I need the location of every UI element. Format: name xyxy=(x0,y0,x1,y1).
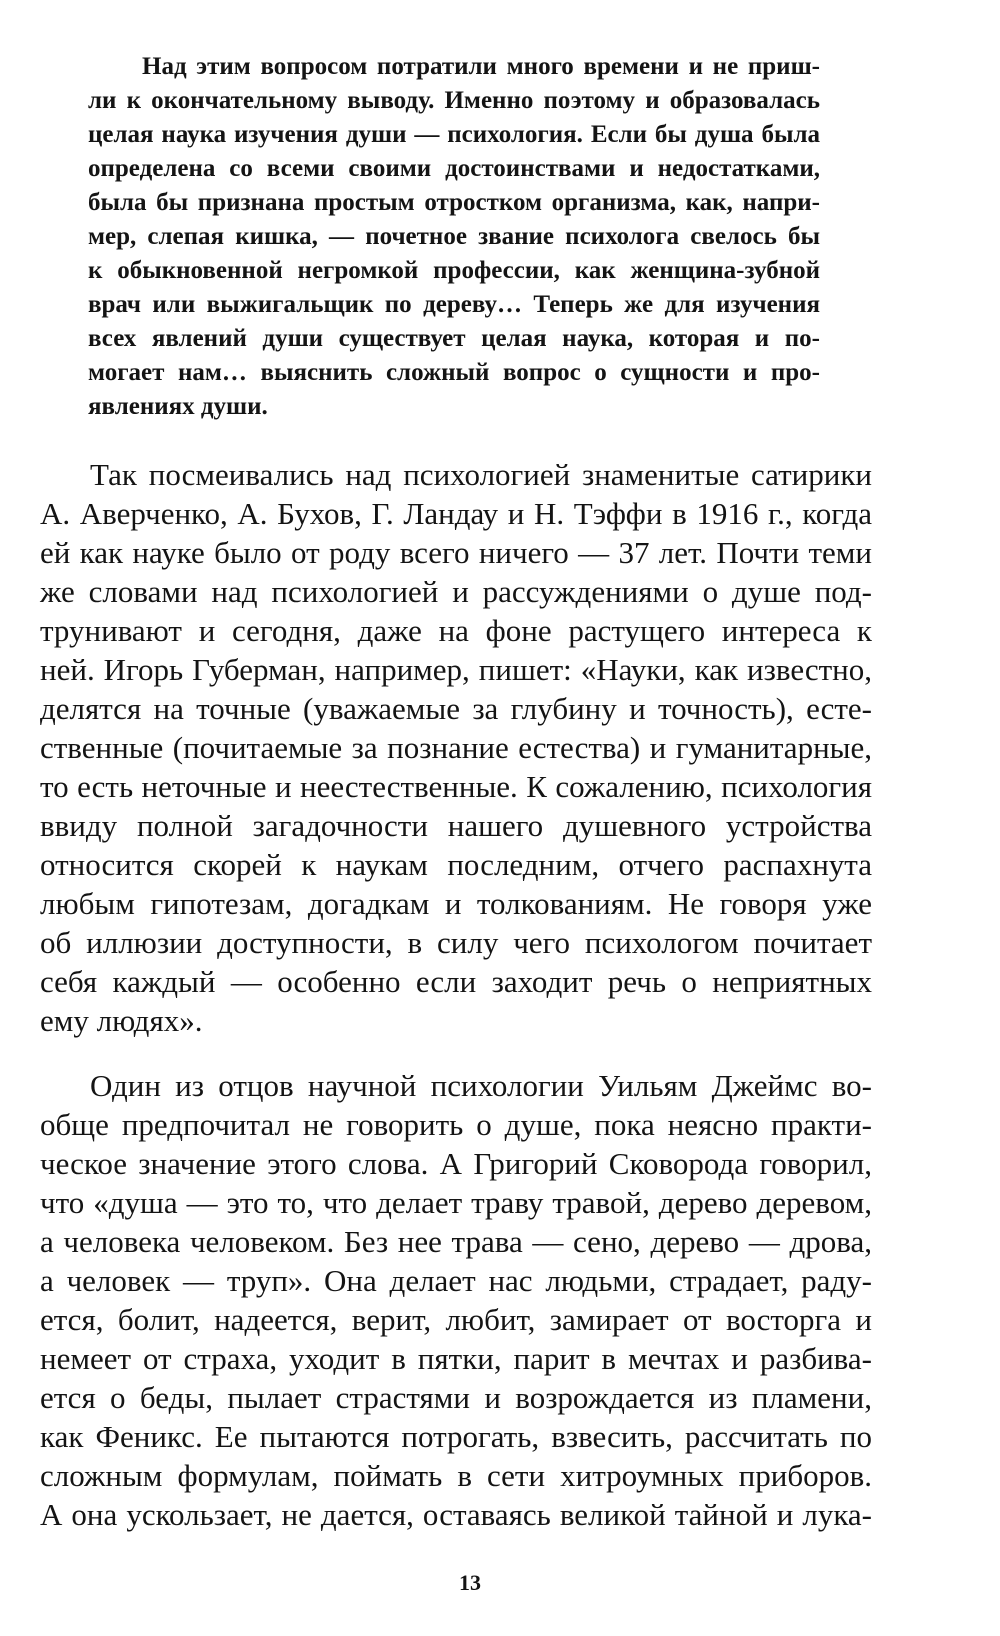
paragraph-line: что «душа — это то, что делает траву травой, дерево деревом, xyxy=(40,1185,872,1220)
quote-line: к обыкновенной негромкой профессии, как женщина-зубной xyxy=(88,257,820,284)
quote-line: целая наука изучения души — психология. Если бы душа была xyxy=(88,121,820,148)
quote-line: определена со всеми своими достоинствами и недостатками, xyxy=(88,155,820,182)
paragraph-line: ввиду полной загадочности нашего душевного устройства xyxy=(40,808,872,843)
paragraph-line: Так посмеивались над психологией знаменитые сатирики xyxy=(90,457,872,492)
paragraph-line: себя каждый — особенно если заходит речь о неприятных xyxy=(40,964,872,999)
quote-line: мер, слепая кишка, — почетное звание психолога свелось бы xyxy=(88,223,820,250)
paragraph-line: ственные (почитаемые за познание естества) и гуманитарные, xyxy=(40,730,872,765)
paragraph-line: ческое значение этого слова. А Григорий Сковорода говорил, xyxy=(40,1146,872,1181)
paragraph-line: относится скорей к наукам последним, отчего распахнута xyxy=(40,847,872,882)
paragraph-line: Один из отцов научной психологии Уильям Джеймс во- xyxy=(90,1068,872,1103)
paragraph-line: ней. Игорь Губерман, например, пишет: «Науки, как известно, xyxy=(40,652,872,687)
quote-line: ли к окончательному выводу. Именно поэтому и образовалась xyxy=(88,87,820,114)
paragraph-line: А. Аверченко, А. Бухов, Г. Ландау и Н. Тэффи в 1916 г., когда xyxy=(40,496,872,531)
paragraph-line: же словами над психологией и рассуждениями о душе под- xyxy=(40,574,872,609)
paragraph-line: немеет от страха, уходит в пятки, парит в мечтах и разбива- xyxy=(40,1341,872,1376)
paragraph-line: трунивают и сегодня, даже на фоне растущего интереса к xyxy=(40,613,872,648)
quote-line: врач или выжигальщик по дереву… Теперь же для изучения xyxy=(88,291,820,318)
quote-line: явлениях души. xyxy=(88,393,268,420)
paragraph-line: делятся на точные (уважаемые за глубину и точность), есте- xyxy=(40,691,872,726)
paragraph-line: об иллюзии доступности, в силу чего психологом почитает xyxy=(40,925,872,960)
paragraph-line: ему людях». xyxy=(40,1003,203,1038)
paragraph-line: А она ускользает, не дается, оставаясь великой тайной и лука- xyxy=(40,1497,872,1532)
quote-line: всех явлений души существует целая наука, которая и по- xyxy=(88,325,820,352)
quote-line: Над этим вопросом потратили много времени и не приш- xyxy=(142,53,820,80)
paragraph-line: ется о беды, пылает страстями и возрождается из пламени, xyxy=(40,1380,872,1415)
paragraph-line: обще предпочитал не говорить о душе, пока неясно практи- xyxy=(40,1107,872,1142)
paragraph-line: то есть неточные и неестественные. К сожалению, психология xyxy=(40,769,872,804)
paragraph-line: ется, болит, надеется, верит, любит, замирает от восторга и xyxy=(40,1302,872,1337)
paragraph-line: а человека человеком. Без нее трава — сено, дерево — дрова, xyxy=(40,1224,872,1259)
quote-line: была бы признана простым отростком организма, как, напри- xyxy=(88,189,820,216)
paragraph-line: сложным формулам, поймать в сети хитроумных приборов. xyxy=(40,1458,872,1493)
paragraph-line: а человек — труп». Она делает нас людьми, страдает, раду- xyxy=(40,1263,872,1298)
paragraph-line: любым гипотезам, догадкам и толкованиям. Не говоря уже xyxy=(40,886,872,921)
paragraph-line: как Феникс. Ее пытаются потрогать, взвесить, рассчитать по xyxy=(40,1419,872,1454)
quote-line: могает нам… выяснить сложный вопрос о сущности и про- xyxy=(88,359,820,386)
page-number: 13 xyxy=(459,1570,481,1595)
paragraph-line: ей как науке было от роду всего ничего — 37 лет. Почти теми xyxy=(40,535,872,570)
